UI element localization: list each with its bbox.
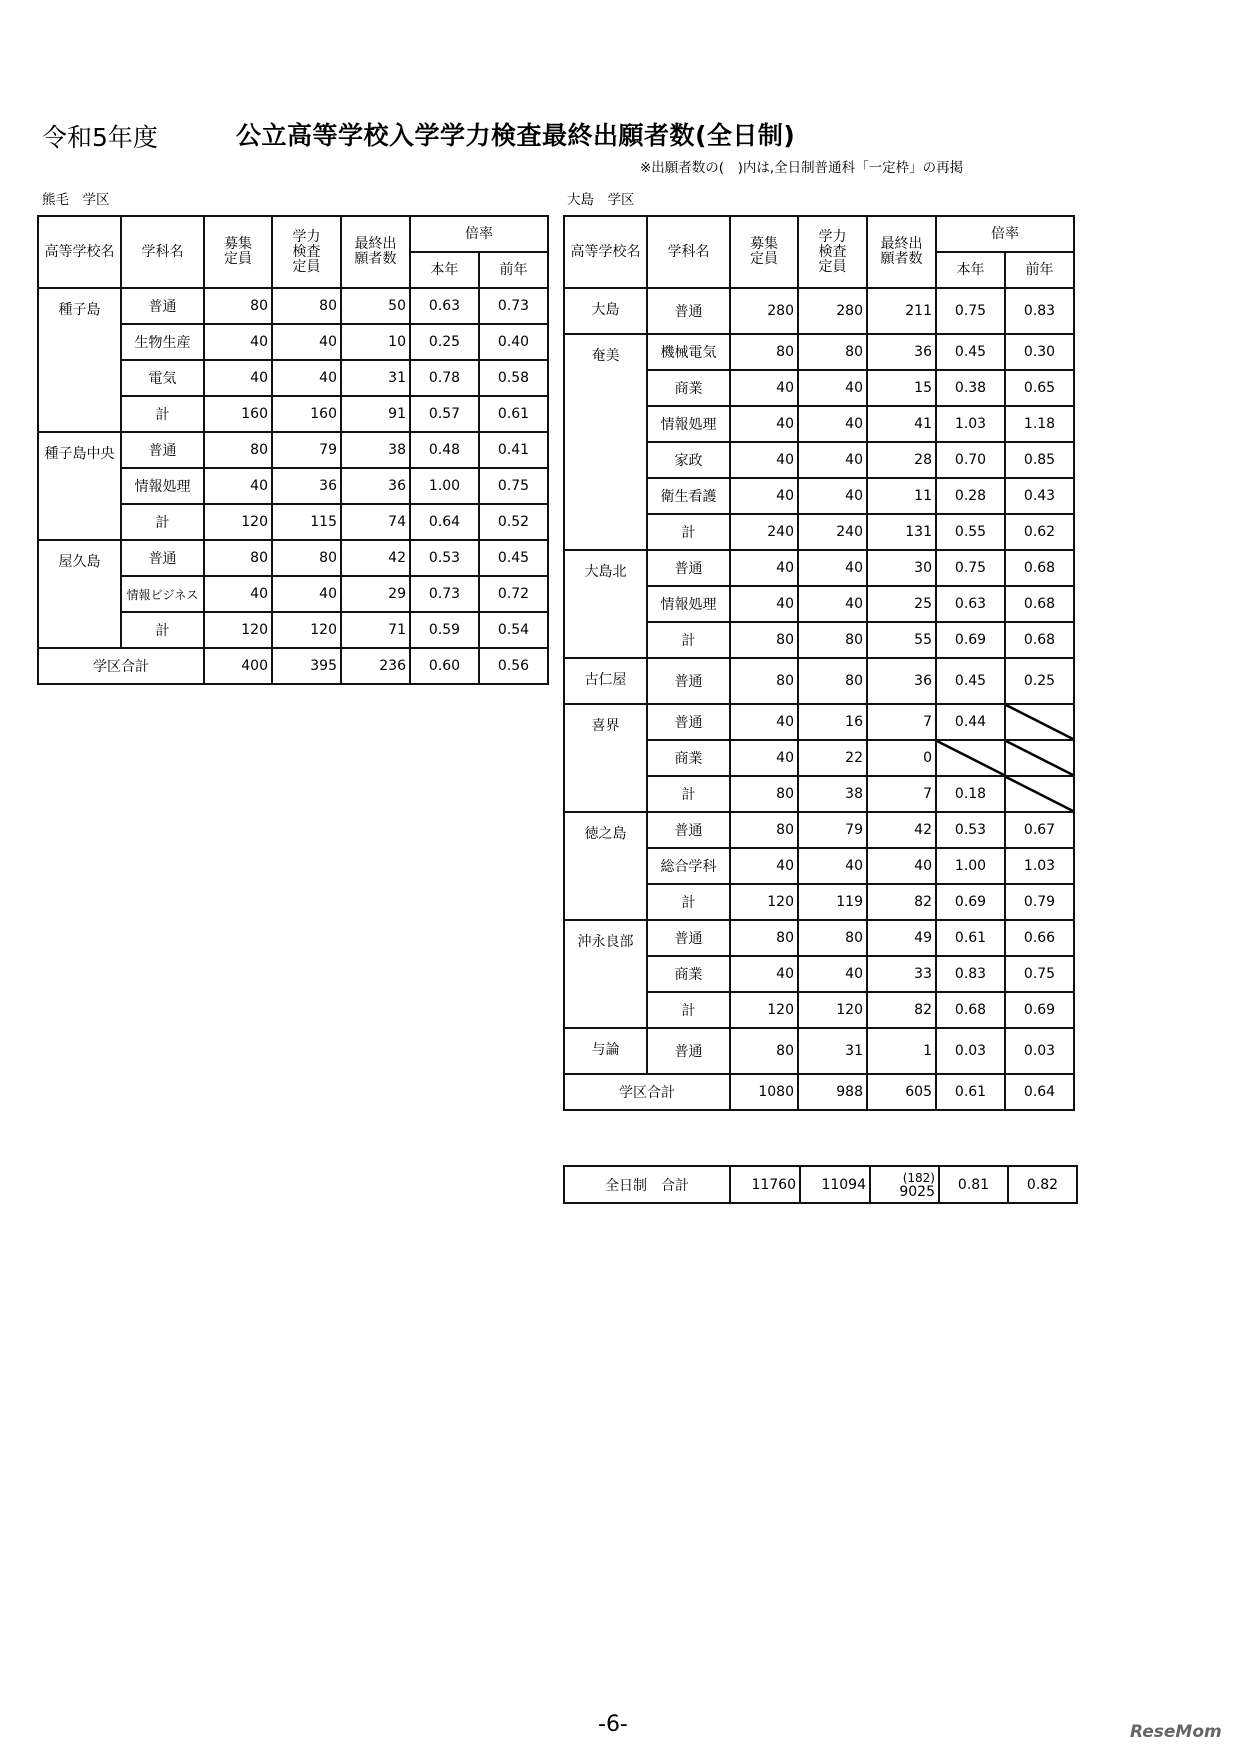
dept-name: 普通: [647, 920, 730, 956]
col-header-last-year: 前年: [479, 252, 548, 288]
header-row: [38, 216, 548, 252]
rate-last-year-cell-slashed: [1005, 776, 1074, 812]
rate-this-year-cell: 0.63: [410, 288, 479, 324]
boshu-cell: 120: [204, 504, 272, 540]
rate-this-year-cell: 0.69: [936, 622, 1005, 658]
shutsugan-cell: 11: [867, 478, 936, 514]
boshu-cell: 240: [730, 514, 798, 550]
kensa-cell: 280: [798, 288, 867, 334]
rate-this-year-cell: 0.68: [936, 992, 1005, 1028]
school-name: 喜界: [564, 704, 647, 812]
col-header-kensa-line: 検査: [292, 243, 321, 260]
school-name: 古仁屋: [564, 658, 647, 704]
school-name: 大島: [564, 288, 647, 334]
rate-last-year-cell: 0.68: [1005, 550, 1074, 586]
col-header-dept: 学科名: [121, 216, 204, 288]
dept-name: 普通: [647, 1028, 730, 1074]
shutsugan-cell: 82: [867, 884, 936, 920]
shutsugan-cell: 31: [341, 360, 410, 396]
col-header-dept: 学科名: [647, 216, 730, 288]
shutsugan-cell: 33: [867, 956, 936, 992]
kensa-cell: 40: [798, 478, 867, 514]
school-name: 種子島中央: [38, 432, 121, 540]
col-header-boshu-line: 定員: [224, 251, 252, 267]
dept-name: 計: [647, 884, 730, 920]
shutsugan-cell: 29: [341, 576, 410, 612]
dept-name: 情報処理: [121, 468, 204, 504]
rate-last-year-cell: 0.30: [1005, 334, 1074, 370]
kensa-cell: 80: [798, 658, 867, 704]
dept-name: 計: [121, 396, 204, 432]
shutsugan-cell: 82: [867, 992, 936, 1028]
kensa-cell: 40: [798, 550, 867, 586]
kensa-cell: 120: [272, 612, 341, 648]
shutsugan-cell: 71: [341, 612, 410, 648]
boshu-cell: 80: [730, 1028, 798, 1074]
rate-last-year-cell: 0.54: [479, 612, 548, 648]
rate-this-year-cell-slashed: [936, 740, 1005, 776]
col-header-shutsugan-line: 最終出: [880, 236, 923, 252]
kensa-cell: 160: [272, 396, 341, 432]
dept-name: 計: [647, 514, 730, 550]
dept-name: 総合学科: [647, 848, 730, 884]
rate-last-year-cell-slashed: [1005, 704, 1074, 740]
kensa-cell: 79: [798, 812, 867, 848]
kensa-cell: 36: [272, 468, 341, 504]
shutsugan-cell: 55: [867, 622, 936, 658]
dept-name: 普通: [647, 550, 730, 586]
shutsugan-cell: 91: [341, 396, 410, 432]
shutsugan-cell: [870, 1166, 939, 1203]
rate-last-year-cell: 0.52: [479, 504, 548, 540]
kensa-cell: 40: [798, 956, 867, 992]
page-number: -6-: [598, 1712, 628, 1737]
table-row: [564, 920, 1074, 956]
boshu-cell: 40: [204, 468, 272, 504]
dept-name: 普通: [647, 658, 730, 704]
col-header-shutsugan: [341, 216, 410, 288]
shutsugan-cell: 28: [867, 442, 936, 478]
kensa-cell: 120: [798, 992, 867, 1028]
boshu-cell: 80: [730, 622, 798, 658]
boshu-cell: 160: [204, 396, 272, 432]
rate-last-year-cell: 0.25: [1005, 658, 1074, 704]
col-header-rate: 倍率: [936, 216, 1074, 252]
boshu-cell: 40: [204, 324, 272, 360]
table-row: [564, 1028, 1074, 1074]
col-header-kensa-line: 学力: [818, 228, 847, 245]
shutsugan-cell: 36: [867, 658, 936, 704]
rate-last-year-cell: 0.79: [1005, 884, 1074, 920]
boshu-cell: 80: [204, 432, 272, 468]
shutsugan-cell: 36: [867, 334, 936, 370]
boshu-cell: 400: [204, 648, 272, 684]
boshu-cell: 11760: [730, 1166, 800, 1203]
oshima-table: [563, 215, 1075, 1111]
boshu-cell: 280: [730, 288, 798, 334]
school-name: 奄美: [564, 334, 647, 550]
rate-this-year-cell: 0.63: [936, 586, 1005, 622]
table-row: [564, 550, 1074, 586]
school-name: 与論: [564, 1028, 647, 1074]
table-row: [38, 432, 548, 468]
dept-name: 計: [647, 622, 730, 658]
shutsugan-cell: 211: [867, 288, 936, 334]
rate-last-year-cell: 1.18: [1005, 406, 1074, 442]
dept-name: 計: [121, 612, 204, 648]
col-header-boshu-line: 募集: [750, 236, 778, 252]
shutsugan-cell: 131: [867, 514, 936, 550]
col-header-boshu: [730, 216, 798, 288]
shutsugan-cell: 0: [867, 740, 936, 776]
rate-this-year-cell: 1.00: [936, 848, 1005, 884]
shutsugan-cell: 38: [341, 432, 410, 468]
table-row: [38, 540, 548, 576]
shutsugan-cell: 42: [341, 540, 410, 576]
header-row: [564, 216, 1074, 252]
kensa-cell: 40: [272, 360, 341, 396]
boshu-cell: 80: [730, 658, 798, 704]
kensa-cell: 16: [798, 704, 867, 740]
dept-name: 情報処理: [647, 406, 730, 442]
rate-last-year-cell-slashed: [1005, 740, 1074, 776]
school-name: 沖永良部: [564, 920, 647, 1028]
table-row: [564, 704, 1074, 740]
dept-name: 計: [647, 992, 730, 1028]
district-total-row: [564, 1074, 1074, 1110]
shutsugan-cell: 40: [867, 848, 936, 884]
boshu-cell: 40: [730, 956, 798, 992]
dept-name: 普通: [121, 432, 204, 468]
kensa-cell: 40: [798, 442, 867, 478]
kensa-cell: 80: [798, 920, 867, 956]
rate-last-year-cell: 0.68: [1005, 586, 1074, 622]
dept-name: 普通: [647, 812, 730, 848]
dept-name: 商業: [647, 740, 730, 776]
rate-last-year-cell: 0.75: [479, 468, 548, 504]
dept-name: 計: [121, 504, 204, 540]
dept-name: 普通: [647, 704, 730, 740]
kensa-cell: 240: [798, 514, 867, 550]
shutsugan-cell: 25: [867, 586, 936, 622]
grand-total-label: 全日制 合計: [564, 1166, 730, 1203]
rate-this-year-cell: 0.70: [936, 442, 1005, 478]
rate-this-year-cell: 0.64: [410, 504, 479, 540]
rate-this-year-cell: 1.00: [410, 468, 479, 504]
fiscal-year: 令和5年度: [42, 123, 158, 152]
school-name: 徳之島: [564, 812, 647, 920]
page-title: 公立高等学校入学学力検査最終出願者数(全日制): [236, 121, 796, 150]
col-header-shutsugan-line: 願者数: [880, 251, 923, 267]
boshu-cell: 80: [730, 334, 798, 370]
rate-this-year-cell: 0.61: [936, 920, 1005, 956]
kensa-cell: 31: [798, 1028, 867, 1074]
rate-last-year-cell: 0.65: [1005, 370, 1074, 406]
rate-this-year-cell: 0.75: [936, 550, 1005, 586]
boshu-cell: 40: [730, 740, 798, 776]
col-header-this-year: 本年: [410, 252, 479, 288]
kensa-cell: 119: [798, 884, 867, 920]
boshu-cell: 40: [730, 704, 798, 740]
shutsugan-cell: 7: [867, 776, 936, 812]
rate-this-year-cell: 0.60: [410, 648, 479, 684]
rate-last-year-cell: 0.83: [1005, 288, 1074, 334]
col-header-boshu: [204, 216, 272, 288]
boshu-cell: 40: [204, 360, 272, 396]
shutsugan-cell: 7: [867, 704, 936, 740]
kensa-cell: 80: [798, 334, 867, 370]
rate-this-year-cell: 0.78: [410, 360, 479, 396]
rate-this-year-cell: 0.75: [936, 288, 1005, 334]
rate-this-year-cell: 0.48: [410, 432, 479, 468]
kensa-cell: 11094: [800, 1166, 870, 1203]
boshu-cell: 40: [730, 586, 798, 622]
col-header-this-year: 本年: [936, 252, 1005, 288]
rate-last-year-cell: 0.69: [1005, 992, 1074, 1028]
shutsugan-cell: 10: [341, 324, 410, 360]
district-total-label: 学区合計: [38, 648, 204, 684]
shutsugan-cell: 30: [867, 550, 936, 586]
district-label-oshima: 大島 学区: [567, 192, 635, 208]
col-header-rate: 倍率: [410, 216, 548, 252]
col-header-shutsugan: [867, 216, 936, 288]
dept-name: 商業: [647, 370, 730, 406]
district-label-kumage: 熊毛 学区: [42, 192, 110, 208]
rate-this-year-cell: 0.28: [936, 478, 1005, 514]
rate-this-year-cell: 0.69: [936, 884, 1005, 920]
col-header-school: 高等学校名: [38, 216, 121, 288]
dept-name: 計: [647, 776, 730, 812]
rate-last-year-cell: 0.72: [479, 576, 548, 612]
shutsugan-cell: 1: [867, 1028, 936, 1074]
rate-this-year-cell: 0.44: [936, 704, 1005, 740]
boshu-cell: 40: [204, 576, 272, 612]
rate-last-year-cell: 0.73: [479, 288, 548, 324]
shutsugan-cell: 236: [341, 648, 410, 684]
table-row: [38, 288, 548, 324]
boshu-cell: 40: [730, 370, 798, 406]
grand-total-row: [564, 1166, 1077, 1203]
dept-name: 機械電気: [647, 334, 730, 370]
footnote: ※出願者数の( )内は,全日制普通科「一定枠」の再掲: [640, 160, 964, 176]
rate-this-year-cell: 0.45: [936, 658, 1005, 704]
rate-this-year-cell: 0.73: [410, 576, 479, 612]
kensa-cell: 395: [272, 648, 341, 684]
col-header-boshu-line: 定員: [750, 251, 778, 267]
kensa-cell: 80: [272, 540, 341, 576]
dept-name: 商業: [647, 956, 730, 992]
shutsugan-cell: 50: [341, 288, 410, 324]
shutsugan-cell: 605: [867, 1074, 936, 1110]
boshu-cell: 120: [730, 992, 798, 1028]
rate-this-year-cell: 0.38: [936, 370, 1005, 406]
kensa-cell: 40: [798, 586, 867, 622]
rate-last-year-cell: 0.61: [479, 396, 548, 432]
kensa-cell: 22: [798, 740, 867, 776]
col-header-kensa: [798, 216, 867, 288]
boshu-cell: 1080: [730, 1074, 798, 1110]
shutsugan-cell: 41: [867, 406, 936, 442]
dept-name: 衛生看護: [647, 478, 730, 514]
col-header-shutsugan-line: 最終出: [354, 236, 397, 252]
rate-this-year-cell: 0.18: [936, 776, 1005, 812]
rate-last-year-cell: 0.62: [1005, 514, 1074, 550]
kensa-cell: 80: [272, 288, 341, 324]
rate-this-year-cell: 0.53: [410, 540, 479, 576]
rate-this-year-cell: 0.55: [936, 514, 1005, 550]
rate-last-year-cell: 0.64: [1005, 1074, 1074, 1110]
rate-this-year-cell: 0.57: [410, 396, 479, 432]
col-header-school: 高等学校名: [564, 216, 647, 288]
rate-last-year-cell: 0.85: [1005, 442, 1074, 478]
boshu-cell: 40: [730, 478, 798, 514]
rate-this-year-cell: 0.03: [936, 1028, 1005, 1074]
rate-this-year-cell: 0.61: [936, 1074, 1005, 1110]
shutsugan-cell: 42: [867, 812, 936, 848]
ippanwaku-value: (182): [902, 1170, 935, 1185]
table-row: [564, 288, 1074, 334]
rate-this-year-cell: 0.25: [410, 324, 479, 360]
shutsugan-cell: 36: [341, 468, 410, 504]
col-header-kensa-line: 定員: [818, 258, 847, 275]
rate-last-year-cell: 0.75: [1005, 956, 1074, 992]
kensa-cell: 40: [798, 406, 867, 442]
rate-last-year-cell: 0.56: [479, 648, 548, 684]
rate-last-year-cell: 0.43: [1005, 478, 1074, 514]
boshu-cell: 120: [730, 884, 798, 920]
boshu-cell: 80: [204, 288, 272, 324]
dept-name: 情報ビジネス: [121, 576, 204, 612]
table-row: [564, 334, 1074, 370]
rate-last-year-cell: 0.66: [1005, 920, 1074, 956]
col-header-shutsugan-line: 願者数: [354, 251, 397, 267]
rate-last-year-cell: 0.58: [479, 360, 548, 396]
kensa-cell: 38: [798, 776, 867, 812]
shutsugan-cell: 74: [341, 504, 410, 540]
rate-this-year-cell: 1.03: [936, 406, 1005, 442]
kumage-table: [37, 215, 549, 685]
kensa-cell: 40: [798, 848, 867, 884]
shutsugan-cell: 49: [867, 920, 936, 956]
district-total-label: 学区合計: [564, 1074, 730, 1110]
boshu-cell: 80: [730, 776, 798, 812]
kensa-cell: 40: [272, 324, 341, 360]
boshu-cell: 40: [730, 406, 798, 442]
boshu-cell: 120: [204, 612, 272, 648]
rate-last-year-cell: 0.03: [1005, 1028, 1074, 1074]
boshu-cell: 40: [730, 848, 798, 884]
table-row: [564, 812, 1074, 848]
col-header-kensa-line: 定員: [292, 258, 321, 275]
kensa-cell: 79: [272, 432, 341, 468]
col-header-kensa-line: 検査: [818, 243, 847, 260]
col-header-kensa: [272, 216, 341, 288]
rate-this-year-cell: 0.59: [410, 612, 479, 648]
dept-name: 普通: [121, 288, 204, 324]
school-name: 大島北: [564, 550, 647, 658]
kensa-cell: 988: [798, 1074, 867, 1110]
rate-this-year-cell: 0.45: [936, 334, 1005, 370]
district-total-row: [38, 648, 548, 684]
school-name: 屋久島: [38, 540, 121, 648]
rate-this-year-cell: 0.53: [936, 812, 1005, 848]
rate-last-year-cell: 0.68: [1005, 622, 1074, 658]
dept-name: 家政: [647, 442, 730, 478]
kensa-cell: 40: [272, 576, 341, 612]
rate-last-year-cell: 0.67: [1005, 812, 1074, 848]
rate-last-year-cell: 0.40: [479, 324, 548, 360]
grand-total-table: [563, 1165, 1078, 1204]
dept-name: 生物生産: [121, 324, 204, 360]
col-header-last-year: 前年: [1005, 252, 1074, 288]
rate-last-year-cell: 1.03: [1005, 848, 1074, 884]
resemom-logo: ReseMom: [1130, 1722, 1222, 1742]
rate-this-year-cell: 0.83: [936, 956, 1005, 992]
col-header-kensa-line: 学力: [292, 228, 321, 245]
shutsugan-cell: 15: [867, 370, 936, 406]
shutsugan-value: 9025: [899, 1183, 935, 1200]
boshu-cell: 80: [730, 812, 798, 848]
rate-last-year-cell: 0.45: [479, 540, 548, 576]
rate-this-year-cell: 0.81: [939, 1166, 1008, 1203]
dept-name: 普通: [121, 540, 204, 576]
boshu-cell: 40: [730, 550, 798, 586]
boshu-cell: 40: [730, 442, 798, 478]
dept-name: 電気: [121, 360, 204, 396]
rate-last-year-cell: 0.41: [479, 432, 548, 468]
boshu-cell: 80: [204, 540, 272, 576]
rate-last-year-cell: 0.82: [1008, 1166, 1077, 1203]
kensa-cell: 115: [272, 504, 341, 540]
dept-name: 情報処理: [647, 586, 730, 622]
col-header-boshu-line: 募集: [224, 236, 252, 252]
dept-name: 普通: [647, 288, 730, 334]
school-name: 種子島: [38, 288, 121, 432]
table-row: [564, 658, 1074, 704]
kensa-cell: 40: [798, 370, 867, 406]
boshu-cell: 80: [730, 920, 798, 956]
kensa-cell: 80: [798, 622, 867, 658]
